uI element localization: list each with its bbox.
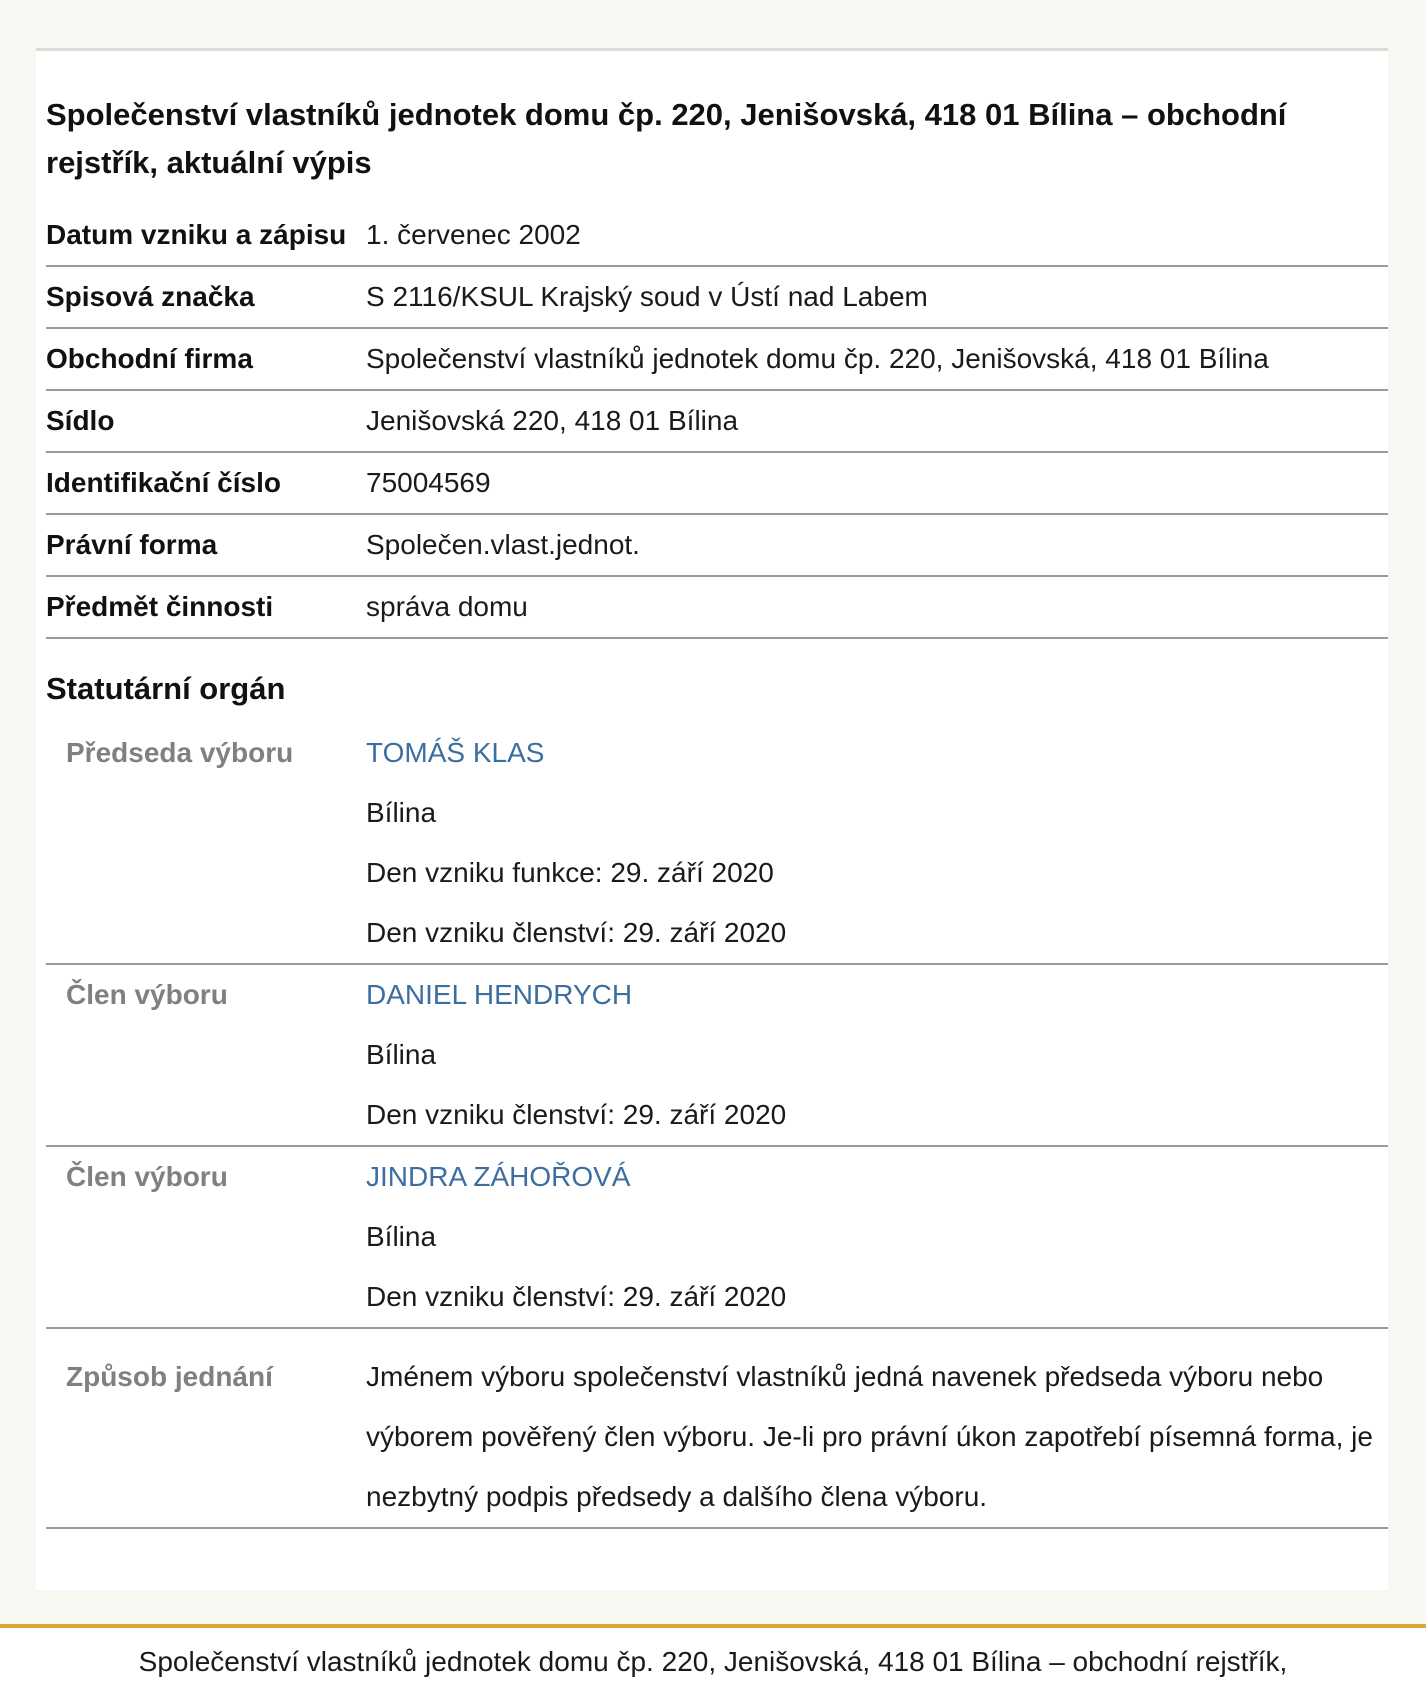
member-row <box>46 1146 1388 1328</box>
member-function-start: Den vzniku funkce: 29. září 2020 <box>366 857 774 888</box>
record-label: Právní forma <box>46 514 366 576</box>
record-row <box>46 390 1388 452</box>
acting-label: Způsob jednání <box>46 1328 366 1528</box>
footer <box>0 1628 1426 1696</box>
acting-row <box>46 1328 1388 1528</box>
member-membership-start: Den vzniku členství: 29. září 2020 <box>366 917 787 948</box>
record-value: Společen.vlast.jednot. <box>366 514 1388 576</box>
registry-card <box>36 51 1388 1590</box>
member-name-link[interactable]: JINDRA ZÁHOŘOVÁ <box>366 1161 631 1192</box>
registry-content <box>46 91 1388 1529</box>
record-label: Datum vzniku a zápisu <box>46 205 366 266</box>
member-row <box>46 723 1388 964</box>
record-label: Spisová značka <box>46 266 366 328</box>
member-row <box>46 964 1388 1146</box>
record-row <box>46 576 1388 638</box>
member-membership-start: Den vzniku členství: 29. září 2020 <box>366 1099 787 1130</box>
acting-text: Jménem výboru společenství vlastníků jedná navenek předseda výboru nebo výborem pověřený člen výboru. Je-li pro právní úkon zapotřebí písemná forma, je nezbytný podpis předsedy a dalšího člena výboru. <box>366 1328 1388 1528</box>
registry-table <box>46 205 1388 639</box>
member-name-link[interactable]: TOMÁŠ KLAS <box>366 737 545 768</box>
record-value: Společenství vlastníků jednotek domu čp. 220, Jenišovská, 418 01 Bílina <box>366 328 1388 390</box>
member-role: Člen výboru <box>46 964 366 1146</box>
member-city: Bílina <box>366 797 437 828</box>
member-details <box>366 964 1388 1146</box>
record-row <box>46 514 1388 576</box>
record-label: Identifikační číslo <box>46 452 366 514</box>
record-value: správa domu <box>366 576 1388 638</box>
record-row <box>46 266 1388 328</box>
page-title: Společenství vlastníků jednotek domu čp. 220, Jenišovská, 418 01 Bílina – obchodní rejstřík, aktuální výpis <box>46 97 1287 180</box>
member-role: Předseda výboru <box>46 723 366 964</box>
record-label: Předmět činnosti <box>46 576 366 638</box>
record-row <box>46 328 1388 390</box>
record-value: 1. červenec 2002 <box>366 205 1388 266</box>
record-value: Jenišovská 220, 418 01 Bílina <box>366 390 1388 452</box>
member-role: Člen výboru <box>46 1146 366 1328</box>
member-membership-start: Den vzniku členství: 29. září 2020 <box>366 1281 787 1312</box>
member-details <box>366 1146 1388 1328</box>
footer-text: Společenství vlastníků jednotek domu čp. 220, Jenišovská, 418 01 Bílina – obchodní rejstřík, <box>138 1646 1288 1677</box>
record-label: Obchodní firma <box>46 328 366 390</box>
record-value: 75004569 <box>366 452 1388 514</box>
record-label: Sídlo <box>46 390 366 452</box>
member-city: Bílina <box>366 1039 437 1070</box>
record-value: S 2116/KSUL Krajský soud v Ústí nad Labem <box>366 266 1388 328</box>
statutory-title: Statutární orgán <box>46 671 286 706</box>
member-city: Bílina <box>366 1221 437 1252</box>
record-row <box>46 205 1388 266</box>
member-name-link[interactable]: DANIEL HENDRYCH <box>366 979 633 1010</box>
record-row <box>46 452 1388 514</box>
statutory-table <box>46 723 1388 1529</box>
member-details <box>366 723 1388 964</box>
